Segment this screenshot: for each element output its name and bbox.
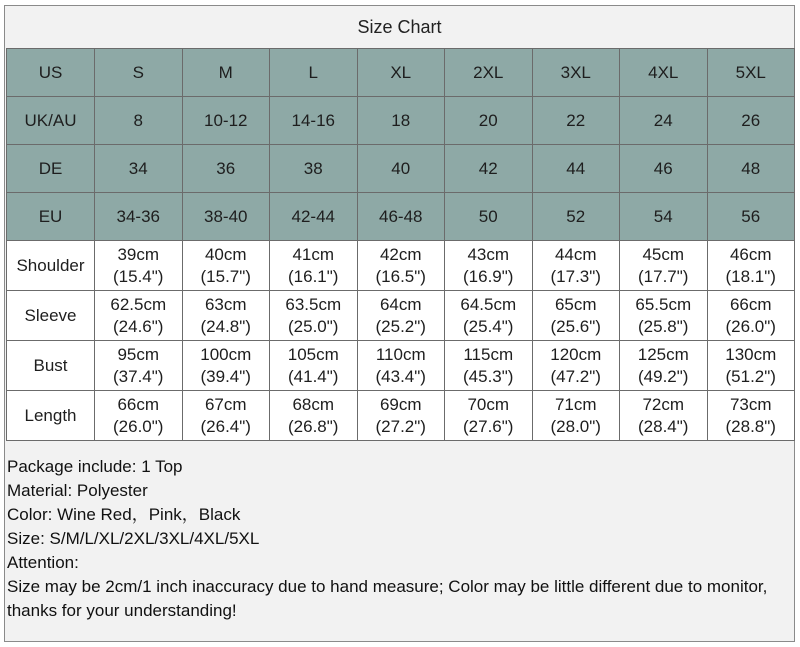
- cm-value: 65.5cm: [635, 294, 692, 314]
- cm-value: 64.5cm: [460, 294, 517, 314]
- measure-cell: [445, 341, 533, 391]
- inch-value: (28.0"): [550, 416, 601, 436]
- measure-cell: [95, 341, 183, 391]
- cm-value: 46cm: [729, 244, 772, 264]
- inch-value: (26.0"): [113, 416, 164, 436]
- cm-value: 41cm: [292, 244, 335, 264]
- cm-value: 40cm: [204, 244, 247, 264]
- size-cell: 42-44: [270, 193, 358, 241]
- cm-value: 120cm: [550, 344, 602, 364]
- size-cell: 14-16: [270, 97, 358, 145]
- color-note: Color: Wine Red，Pink，Black: [7, 505, 241, 524]
- inch-value: (17.3"): [550, 266, 601, 286]
- size-cell: 20: [445, 97, 533, 145]
- measure-cell: [620, 341, 708, 391]
- inch-value: (25.2"): [375, 316, 426, 336]
- cm-value: 100cm: [200, 344, 252, 364]
- measure-cell: [445, 291, 533, 341]
- cm-value: 44cm: [554, 244, 597, 264]
- inch-value: (26.0"): [725, 316, 776, 336]
- size-cell: L: [270, 49, 358, 97]
- size-cell: 2XL: [445, 49, 533, 97]
- inch-value: (26.4"): [200, 416, 251, 436]
- size-cell: 26: [707, 97, 795, 145]
- measure-row-sleeve: [7, 291, 795, 341]
- inch-value: (16.9"): [463, 266, 514, 286]
- size-cell: 5XL: [707, 49, 795, 97]
- measure-cell: [182, 291, 270, 341]
- row-label: UK/AU: [7, 97, 95, 145]
- size-cell: 56: [707, 193, 795, 241]
- cm-value: 68cm: [292, 394, 335, 414]
- inch-value: (26.8"): [288, 416, 339, 436]
- inch-value: (39.4"): [200, 366, 251, 386]
- size-row-de: [7, 145, 795, 193]
- cm-value: 72cm: [642, 394, 685, 414]
- size-cell: S: [95, 49, 183, 97]
- cm-value: 105cm: [287, 344, 339, 364]
- cm-value: 71cm: [554, 394, 597, 414]
- inch-value: (47.2"): [550, 366, 601, 386]
- measure-cell: [707, 291, 795, 341]
- inch-value: (18.1"): [725, 266, 776, 286]
- size-cell: 38-40: [182, 193, 270, 241]
- inch-value: (25.8"): [638, 316, 689, 336]
- measure-row-bust: [7, 341, 795, 391]
- measure-cell: [182, 341, 270, 391]
- cm-value: 95cm: [117, 344, 160, 364]
- size-row-us: [7, 49, 795, 97]
- measure-cell: [445, 391, 533, 441]
- inch-value: (15.7"): [200, 266, 251, 286]
- row-label: Sleeve: [7, 291, 95, 341]
- size-cell: 8: [95, 97, 183, 145]
- product-notes: [7, 455, 792, 623]
- measure-row-length: [7, 391, 795, 441]
- measure-cell: [270, 341, 358, 391]
- measure-cell: [707, 391, 795, 441]
- inch-value: (16.5"): [375, 266, 426, 286]
- measure-cell: [620, 291, 708, 341]
- size-cell: M: [182, 49, 270, 97]
- inch-value: (27.2"): [375, 416, 426, 436]
- inch-value: (41.4"): [288, 366, 339, 386]
- cm-value: 45cm: [642, 244, 685, 264]
- measure-cell: [357, 391, 445, 441]
- cm-value: 110cm: [375, 344, 426, 364]
- measure-cell: [357, 291, 445, 341]
- measure-cell: [95, 291, 183, 341]
- package-note: Package include: 1 Top: [7, 457, 183, 476]
- size-cell: 38: [270, 145, 358, 193]
- inch-value: (45.3"): [463, 366, 514, 386]
- measure-cell: [270, 291, 358, 341]
- inch-value: (25.0"): [288, 316, 339, 336]
- inch-value: (28.8"): [725, 416, 776, 436]
- measure-cell: [532, 241, 620, 291]
- measure-cell: [707, 341, 795, 391]
- inch-value: (43.4"): [375, 366, 426, 386]
- measure-cell: [95, 241, 183, 291]
- cm-value: 67cm: [204, 394, 247, 414]
- cm-value: 73cm: [729, 394, 772, 414]
- size-cell: 18: [357, 97, 445, 145]
- row-label: Shoulder: [7, 241, 95, 291]
- size-note: Size: S/M/L/XL/2XL/3XL/4XL/5XL: [7, 529, 260, 548]
- row-label: DE: [7, 145, 95, 193]
- disclaimer-note: Size may be 2cm/1 inch inaccuracy due to hand measure; Color may be little different due to monitor, thanks for your understanding!: [7, 577, 768, 620]
- attention-heading: Attention:: [7, 553, 79, 572]
- cm-value: 62.5cm: [110, 294, 167, 314]
- size-cell: 52: [532, 193, 620, 241]
- size-chart-sheet: [4, 5, 795, 642]
- inch-value: (24.8"): [200, 316, 251, 336]
- cm-value: 64cm: [379, 294, 422, 314]
- size-cell: 3XL: [532, 49, 620, 97]
- measure-cell: [270, 241, 358, 291]
- measure-cell: [620, 241, 708, 291]
- cm-value: 43cm: [467, 244, 510, 264]
- row-label: EU: [7, 193, 95, 241]
- inch-value: (16.1"): [288, 266, 339, 286]
- measure-cell: [182, 241, 270, 291]
- cm-value: 69cm: [379, 394, 422, 414]
- size-cell: 42: [445, 145, 533, 193]
- cm-value: 115cm: [463, 344, 514, 364]
- inch-value: (28.4"): [638, 416, 689, 436]
- size-cell: 4XL: [620, 49, 708, 97]
- size-cell: 36: [182, 145, 270, 193]
- measure-cell: [532, 341, 620, 391]
- inch-value: (15.4"): [113, 266, 164, 286]
- inch-value: (37.4"): [113, 366, 164, 386]
- size-cell: 46-48: [357, 193, 445, 241]
- cm-value: 63cm: [204, 294, 247, 314]
- measure-cell: [270, 391, 358, 441]
- measure-cell: [95, 391, 183, 441]
- measure-row-shoulder: [7, 241, 795, 291]
- measure-cell: [357, 241, 445, 291]
- measure-cell: [532, 291, 620, 341]
- measure-cell: [620, 391, 708, 441]
- inch-value: (17.7"): [638, 266, 689, 286]
- size-cell: 34-36: [95, 193, 183, 241]
- inch-value: (24.6"): [113, 316, 164, 336]
- material-note: Material: Polyester: [7, 481, 148, 500]
- size-cell: 50: [445, 193, 533, 241]
- cm-value: 65cm: [554, 294, 597, 314]
- cm-value: 42cm: [379, 244, 422, 264]
- inch-value: (51.2"): [725, 366, 776, 386]
- inch-value: (49.2"): [638, 366, 689, 386]
- cm-value: 63.5cm: [285, 294, 342, 314]
- chart-title: Size Chart: [357, 16, 442, 37]
- size-cell: 54: [620, 193, 708, 241]
- cm-value: 130cm: [725, 344, 777, 364]
- size-cell: 40: [357, 145, 445, 193]
- measure-cell: [182, 391, 270, 441]
- size-row-uk-au: [7, 97, 795, 145]
- measure-cell: [445, 241, 533, 291]
- row-label: US: [7, 49, 95, 97]
- measure-cell: [357, 341, 445, 391]
- size-cell: 34: [95, 145, 183, 193]
- size-cell: 10-12: [182, 97, 270, 145]
- size-cell: 24: [620, 97, 708, 145]
- measure-cell: [532, 391, 620, 441]
- size-row-eu: [7, 193, 795, 241]
- cm-value: 70cm: [467, 394, 510, 414]
- measure-cell: [707, 241, 795, 291]
- cm-value: 39cm: [117, 244, 160, 264]
- size-cell: XL: [357, 49, 445, 97]
- row-label: Bust: [7, 341, 95, 391]
- inch-value: (25.4"): [463, 316, 514, 336]
- row-label: Length: [7, 391, 95, 441]
- size-table: [6, 48, 795, 441]
- size-cell: 48: [707, 145, 795, 193]
- cm-value: 125cm: [637, 344, 689, 364]
- inch-value: (25.6"): [550, 316, 601, 336]
- size-cell: 44: [532, 145, 620, 193]
- size-cell: 46: [620, 145, 708, 193]
- inch-value: (27.6"): [463, 416, 514, 436]
- size-cell: 22: [532, 97, 620, 145]
- cm-value: 66cm: [117, 394, 160, 414]
- cm-value: 66cm: [729, 294, 772, 314]
